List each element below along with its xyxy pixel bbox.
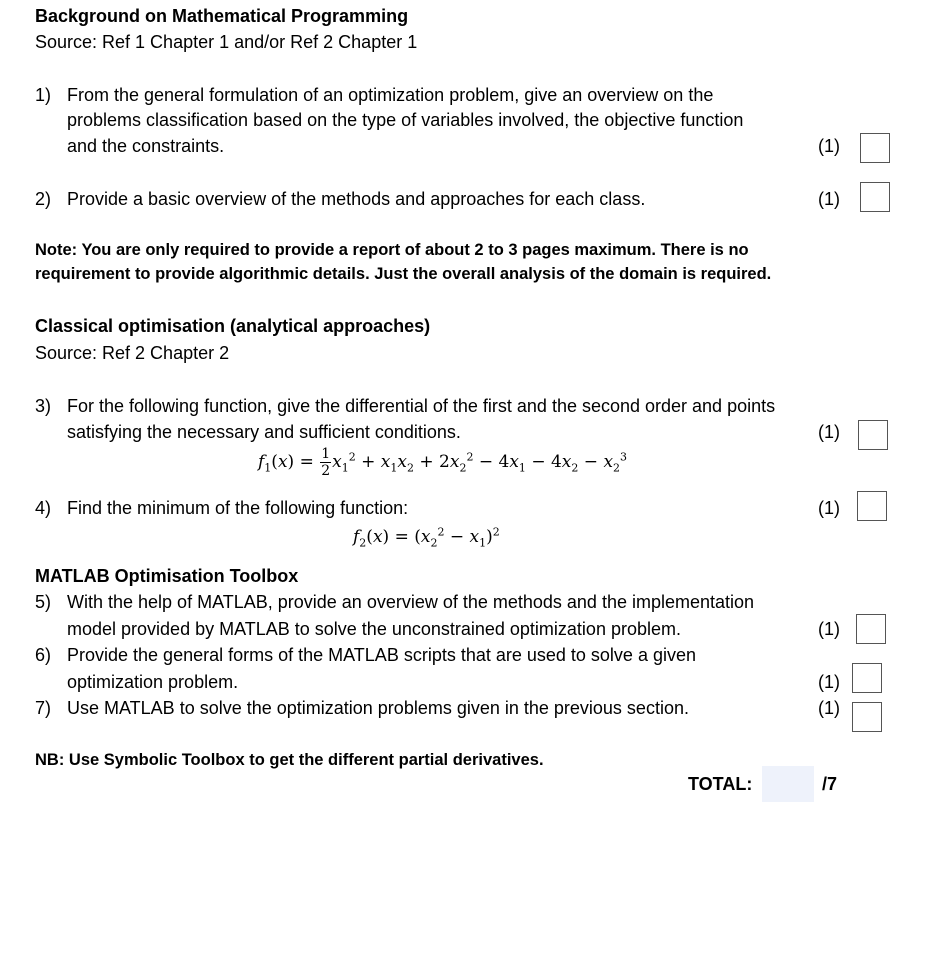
q1-text-line1: From the general formulation of an optimization problem, give an overview on the	[67, 85, 714, 105]
nb-note: NB: Use Symbolic Toolbox to get the different partial derivatives.	[35, 751, 544, 769]
q6-text-line2: optimization problem.	[67, 672, 239, 692]
section-source-2: Source: Ref 2 Chapter 2	[35, 343, 230, 363]
q1-number: 1)	[35, 85, 52, 105]
q1-checkbox[interactable]	[860, 133, 890, 163]
total-max: /7	[822, 774, 838, 794]
q7-checkbox[interactable]	[852, 702, 882, 732]
q1-mark: (1)	[818, 136, 840, 156]
q7-mark: (1)	[818, 698, 840, 718]
q2-mark: (1)	[818, 189, 840, 209]
q6-text-line1: Provide the general forms of the MATLAB scripts that are used to solve a given	[67, 645, 696, 665]
q5-mark: (1)	[818, 619, 840, 639]
q4-text-line1: Find the minimum of the following function:	[67, 498, 409, 518]
note-line1: Note: You are only required to provide a report of about 2 to 3 pages maximum. There is no	[35, 241, 749, 259]
q5-number: 5)	[35, 592, 52, 612]
equation-f1: $f_1(x)$ = $\frac{1}{2}$ $x_1^2 + x_1x_2 + 2x_2^2 - 4x_1 - 4x_2 - x_2^3$	[258, 446, 628, 479]
equation-f2: $f_2(x) = (x_2^2 - x_1)^2$	[353, 525, 500, 550]
q4-checkbox[interactable]	[857, 491, 887, 521]
q3-text-line1: For the following function, give the differential of the first and the second order and points	[67, 396, 776, 416]
q3-text-line2: satisfying the necessary and sufficient conditions.	[67, 422, 461, 442]
q2-checkbox[interactable]	[860, 182, 890, 212]
q7-number: 7)	[35, 698, 52, 718]
section-title-matlab: MATLAB Optimisation Toolbox	[35, 566, 299, 586]
q4-mark: (1)	[818, 498, 840, 518]
q5-text-line1: With the help of MATLAB, provide an overview of the methods and the implementation	[67, 592, 755, 612]
q2-number: 2)	[35, 189, 52, 209]
q6-mark: (1)	[818, 672, 840, 692]
section-source: Source: Ref 1 Chapter 1 and/or Ref 2 Chapter 1	[35, 32, 418, 52]
section-title-classical: Classical optimisation (analytical approaches)	[35, 316, 431, 336]
q3-number: 3)	[35, 396, 52, 416]
section-title-background: Background on Mathematical Programming	[35, 6, 409, 26]
q6-number: 6)	[35, 645, 52, 665]
q1-text-line3: and the constraints.	[67, 136, 225, 156]
total-score-field[interactable]	[762, 766, 814, 802]
q3-checkbox[interactable]	[858, 420, 888, 450]
q4-number: 4)	[35, 498, 52, 518]
q2-text-line1: Provide a basic overview of the methods and approaches for each class.	[67, 189, 646, 209]
q3-mark: (1)	[818, 422, 840, 442]
total-label: TOTAL:	[688, 774, 753, 794]
q1-text-line2: problems classification based on the type of variables involved, the objective function	[67, 110, 744, 130]
q6-checkbox[interactable]	[852, 663, 882, 693]
q5-checkbox[interactable]	[856, 614, 886, 644]
note-line2: requirement to provide algorithmic details. Just the overall analysis of the domain is required.	[35, 265, 772, 283]
q5-text-line2: model provided by MATLAB to solve the unconstrained optimization problem.	[67, 619, 681, 639]
q7-text-line1: Use MATLAB to solve the optimization problems given in the previous section.	[67, 698, 689, 718]
